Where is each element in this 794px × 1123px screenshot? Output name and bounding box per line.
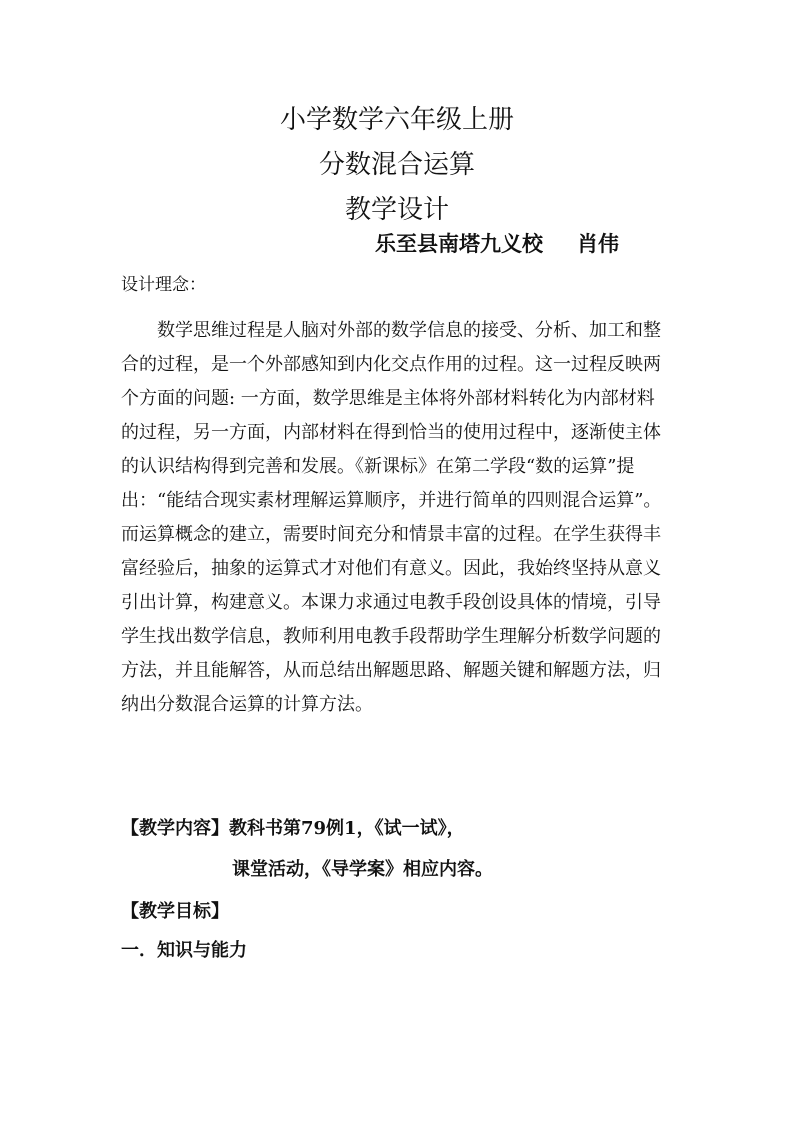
paragraph-line: 引出计算，构建意义。本课力求通过电教手段创设具体的情境，引导 xyxy=(121,592,661,613)
paragraph-line: 合的过程，是一个外部感知到内化交点作用的过程。这一过程反映两 xyxy=(121,354,661,375)
paragraph-line: 数学思维过程是人脑对外部的数学信息的接受、分析、加工和整 xyxy=(157,320,661,341)
paragraph-line: 纳出分数混合运算的计算方法。 xyxy=(121,694,373,715)
document-title-line-3: 教学设计 xyxy=(344,195,449,225)
design-concept-heading: 设计理念： xyxy=(121,275,206,295)
teaching-goals-heading: 【教学目标】 xyxy=(121,901,229,922)
paragraph-line: 的过程，另一方面，内部材料在得到恰当的使用过程中，逐渐使主体 xyxy=(121,422,661,443)
design-concept-paragraph xyxy=(121,314,675,722)
teaching-content-line-1: 【教学内容】教科书第79例1，《试一试》， xyxy=(121,818,465,839)
author-name: 肖伟 xyxy=(577,231,619,256)
paragraph-line: 学生找出数学信息，教师利用电教手段帮助学生理解分析数学问题的 xyxy=(121,626,661,647)
author-line xyxy=(375,230,619,258)
paragraph-line: 而运算概念的建立，需要时间充分和情景丰富的过程。在学生获得丰 xyxy=(121,524,661,545)
document-title-line-2: 分数混合运算 xyxy=(318,150,475,180)
document-title-line-1: 小学数学六年级上册 xyxy=(279,105,514,135)
paragraph-line: 个方面的问题: 一方面，数学思维是主体将外部材料转化为内部材料 xyxy=(121,388,655,409)
paragraph-line: 的认识结构得到完善和发展。《新课标》在第二学段“数的运算”提 xyxy=(121,456,635,477)
paragraph-line: 出：“能结合现实素材理解运算顺序，并进行简单的四则混合运算”。 xyxy=(121,490,662,511)
knowledge-ability-heading: 一．知识与能力 xyxy=(121,940,247,961)
paragraph-line: 方法，并且能解答，从而总结出解题思路、解题关键和解题方法，归 xyxy=(121,660,661,681)
paragraph-line: 富经验后，抽象的运算式才对他们有意义。因此，我始终坚持从意义 xyxy=(121,558,661,579)
author-school: 乐至县南塔九义校 xyxy=(375,231,543,256)
teaching-content-line-2: 课堂活动，《导学案》相应内容。 xyxy=(232,859,493,880)
